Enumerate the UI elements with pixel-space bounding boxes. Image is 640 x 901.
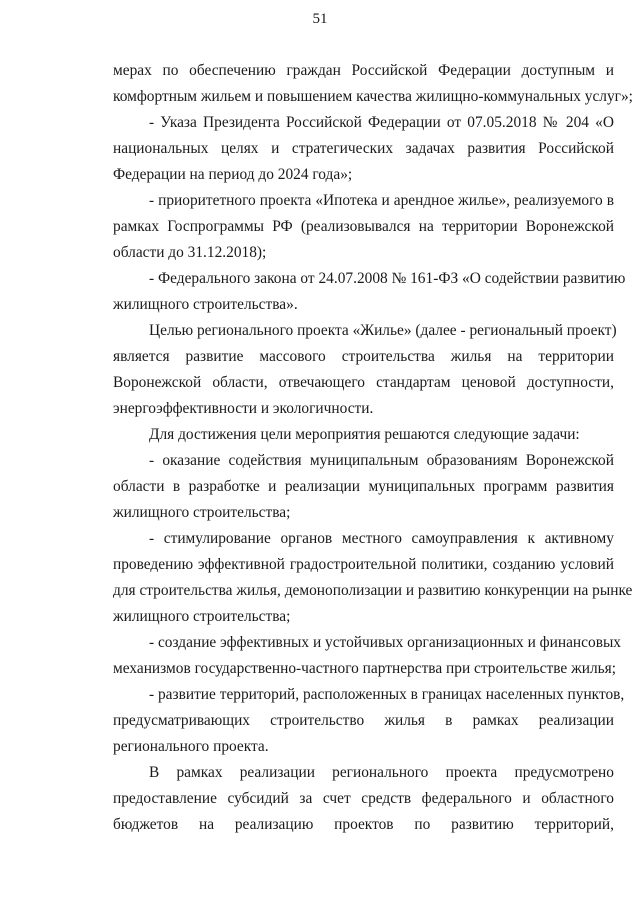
text-line: - приоритетного проекта «Ипотека и арендное жилье», реализуемого в bbox=[149, 192, 614, 209]
text-line: комфортным жильем и повышением качества жилищно-коммунальных услуг»; bbox=[113, 88, 633, 105]
text-line: рамках Госпрограммы РФ (реализовывался на территории Воронежской bbox=[113, 218, 614, 235]
text-line: жилищного строительства; bbox=[113, 504, 291, 521]
text-line: Воронежской области, отвечающего стандартам ценовой доступности, bbox=[113, 374, 614, 391]
text-line: области до 31.12.2018); bbox=[113, 244, 267, 261]
paragraph bbox=[113, 422, 614, 448]
document-body bbox=[113, 58, 633, 838]
text-line: - Указа Президента Российской Федерации от 07.05.2018 № 204 «О bbox=[149, 114, 614, 131]
page-number: 51 bbox=[312, 11, 328, 27]
paragraph bbox=[113, 188, 614, 266]
text-line: жилищного строительства». bbox=[113, 296, 298, 313]
text-line: - создание эффективных и устойчивых организационных и финансовых bbox=[149, 634, 621, 651]
text-line: Для достижения цели мероприятия решаются следующие задачи: bbox=[149, 426, 580, 443]
text-line: предоставление субсидий за счет средств федерального и областного bbox=[113, 790, 614, 807]
text-line: энергоэффективности и экологичности. bbox=[113, 400, 374, 417]
text-line: мерах по обеспечению граждан Российской Федерации доступным и bbox=[113, 62, 614, 79]
text-line: регионального проекта. bbox=[113, 738, 269, 755]
paragraph bbox=[113, 318, 617, 422]
paragraph bbox=[113, 266, 626, 318]
text-line: национальных целях и стратегических задачах развития Российской bbox=[113, 140, 614, 157]
text-line: - оказание содействия муниципальным образованиям Воронежской bbox=[149, 452, 614, 469]
text-line: области в разработке и реализации муниципальных программ развития bbox=[113, 478, 614, 495]
text-line: - Федерального закона от 24.07.2008 № 161-ФЗ «О содействии развитию bbox=[149, 270, 626, 287]
text-line: - развитие территорий, расположенных в границах населенных пунктов, bbox=[149, 686, 625, 703]
text-line: является развитие массового строительства жилья на территории bbox=[113, 348, 614, 365]
text-line: жилищного строительства; bbox=[113, 608, 291, 625]
paragraph bbox=[113, 760, 614, 838]
text-line: - стимулирование органов местного самоуправления к активному bbox=[149, 530, 614, 547]
paragraph bbox=[113, 526, 633, 630]
text-line: механизмов государственно-частного партнерства при строительстве жилья; bbox=[113, 660, 617, 677]
paragraph bbox=[113, 448, 614, 526]
text-line: проведению эффективной градостроительной политики, созданию условий bbox=[113, 556, 614, 573]
text-line: В рамках реализации регионального проекта предусмотрено bbox=[149, 764, 614, 781]
paragraph bbox=[113, 110, 614, 188]
paragraph bbox=[113, 682, 625, 760]
text-line: для строительства жилья, демонополизации и развитию конкуренции на рынке bbox=[113, 582, 633, 599]
text-line: Федерации на период до 2024 года»; bbox=[113, 166, 353, 183]
paragraph bbox=[113, 630, 621, 682]
paragraph bbox=[113, 58, 633, 110]
text-line: предусматривающих строительство жилья в рамках реализации bbox=[113, 712, 614, 729]
text-line: Целью регионального проекта «Жилье» (далее - региональный проект) bbox=[149, 322, 617, 339]
text-line: бюджетов на реализацию проектов по развитию территорий, bbox=[113, 816, 614, 833]
